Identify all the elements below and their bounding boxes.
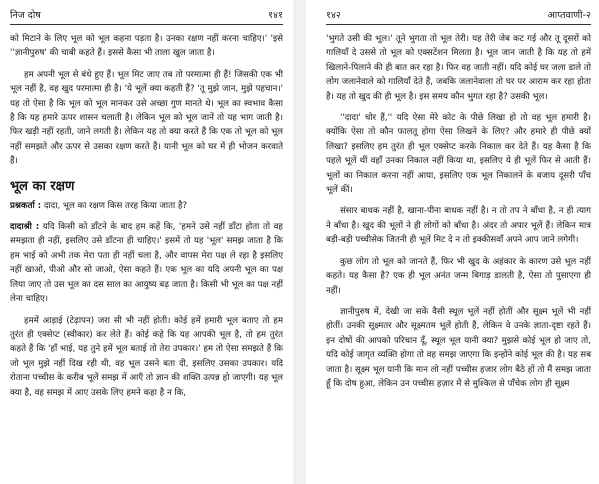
right-page-number: १४२: [326, 10, 341, 21]
right-paragraph-4: कुछ लोग तो भूल को जानते हैं, फिर भी खुद के अहंकार के कारण उसे भूल नहीं कहते। यह कैसा है? एक ही भूल अनंत जन्म बिगाड़ डालती है, ऐसा तो पुसाएगा ही नहीं।: [326, 256, 591, 296]
right-paragraph-2: ''दादा' चोर हैं,'' यदि ऐसा मेरे कोट के पीछे लिखा हो तो वह भूल हमारी है। क्योंकि ऐसा तो कौन फालतू होगा ऐसा लिखने के लिए? और हमारे ही पीछे क्यों लिखा? इसलिए हम तुरंत ही भूल एक्सेप्ट करके निकाल कर देते हैं। यह कैसा है कि पहले भूलें थीं वहाँ उनका निकाल नहीं किया था, इसलिए ये ही भूलें फिर से आती हैं। भूलों का निकाल करना नहीं आया, इसलिए एक भूल निकालने के बजाय दूसरी पाँच भूलें कीं।: [326, 113, 591, 196]
answer-text: यदि किसी को डाँटने के बाद हम कहें कि, 'हमने उसे नहीं डाँटा होता तो वह समझता ही नहीं, इसलिए उसे डाँटना ही चाहिए।' इसमें तो यह 'भूल' समझ जाता है कि हम भाई को अभी तक मेरा पता ही नहीं चला है, और वापस मेरा पक्ष ले रहा है इसलिए नहीं खाओ, पीओ और सो जाओ, ऐसा कहते हैं। एक भूल का यदि अपनी भूल का पक्ष लिया जाए तो उस भूल का दस साल का आयुष्य बढ़ जाता है। किसी भी भूल का पक्ष नहीं लेना चाहिए।: [10, 222, 283, 305]
left-running-header: [10, 8, 283, 25]
right-header-title: आप्तवाणी-२: [547, 10, 591, 21]
right-paragraph-3: संसार बाधक नहीं है, खाना-पीना बाधक नहीं है। न तो तप ने बाँधा है, न ही त्याग ने बाँधा है। खुद की भूलों ने ही लोगों को बाँधा है। अंदर तो अपार भूलें हैं। लेकिन मात्र बड़ी-बड़ी पच्चीसेक जितनी ही भूलें मिट दे न तो इक्कीसवाँ अपने आप जाने लगेगी।: [326, 206, 591, 246]
answer-paragraph: [10, 220, 283, 306]
book-gutter: [293, 0, 306, 484]
section-heading: भूल का रक्षण: [10, 178, 75, 194]
right-running-header: [326, 8, 591, 25]
question-paragraph: [10, 199, 283, 213]
left-page: [0, 0, 293, 484]
left-paragraph-4: हममें आड़ाई (टेढ़ापन) जरा सी भी नहीं होती। कोई हमें हमारी भूल बताए तो हम तुरंत ही एक्सेप्ट (स्वीकार) कर लेते हैं। कोई कहे कि यह आपकी भूल है, तो हम तुरंत कहते हैं कि 'हाँ भाई, यह तुने हमें भूल बताई तो तेरा उपकार।' हम तो ऐसा समझते हैं कि जो भूल मुझे नहीं दिख रही थी, वह भूल उसने बता दी, इसलिए उसका उपकार। यदि रोताना पच्चीस के करीब भूलें समझ में आएँ तो ज्ञान की शक्ति उत्पन्न हो जाएगी। यह भूल क्या है, वह समझ में आए उसके लिए हमने कहा है न कि,: [10, 315, 283, 398]
left-header-title: निज दोष: [10, 10, 41, 21]
left-paragraph-1: को मिटाने के लिए भूल को भूल कहना पड़ता है। उनका रक्षण नहीं करना चाहिए।' 'इसे ''ज्ञानीपुरुष' की चाबी कहते हैं। इससे कैसा भी ताला खुल जाता है।: [10, 34, 283, 59]
right-page: [306, 0, 599, 484]
left-page-number: १४१: [268, 10, 283, 21]
right-paragraph-5: ज्ञानीपुरुष में, देखी जा सकें वैसी स्थूल भूलें नहीं होतीं और सूक्ष्म भूलें भी नहीं होतीं। उनकी सूक्ष्मतर और सूक्ष्मतम भूलें होती हैं, लेकिन वे उनके ज्ञाता-दृष्टा रहते हैं। इन दोषों की आपको परिचान दूँ, स्थूल भूल यानी क्या? मुझसे कोई भूल हो जाए तो, यदि कोई जागृत व्यक्ति होगा तो वह समझ जाएगा कि इन्होंने कोई भूल की है। यह सब जाता है। सूक्ष्म भूल यानी कि मान लो नहीं पच्चीस हजार लोग बैठे हों तो मैं समझ जाता हूँ कि दोष हुआ, लेकिन उन पच्चीस हज़ार में से मुश्किल से पाँचेक लोग ही सूक्ष्म: [326, 306, 591, 389]
left-paragraph-2: हम अपनी भूल से बंधे हुए हैं। भूल मिट जाए तब तो परमात्मा ही हैं! जिसकी एक भी भूल नहीं है, वह खुद परमात्मा ही है। 'ये भूलें क्या कहती हैं? 'तू मुझे जान, मुझे पहचान।' यह तो ऐसा है कि भूल को भूल मानकर उसे अच्छा गुण मानते थे। भूल का स्वभाव कैसा है कि यह हमारे ऊपर शासन चलाती है। लेकिन भूल को भूल जानें तो यह भाग जाती है। फिर खड़ी नहीं रहती, जाने लगती है। लेकिन यह तो क्या करते हैं कि एक तो भूल को भूल नहीं समझते और ऊपर से उसका रक्षण करते हैं। यानी भूल को घर में ही भोजन करवाते हैं।: [10, 69, 283, 167]
answer-label: दादाश्री :: [10, 222, 40, 233]
right-paragraph-1: 'भुगते उसी की भूल।' तूने भुगता तो भूल तेरी। यह तेरी जेब कट गई और तू दूसरों को गालियाँ दे उससे तो भूल को एक्सटेंशन मिलता है। भूल जान जाती है कि यह तो हमें खिलाने-पिलाने की ही बात कर रहा है। फिर वह जाती नहीं। यदि कोई घर जला डाले तो लोग जलानेवाले को गालियाँ देते हैं, जबकि जलानेवाला तो घर पर आराम कर रहा होता है। यह तो खुद की ही भूल है। इस समय कौन भुगत रहा है? उसकी भूल।: [326, 34, 591, 102]
question-text: दादा, भूल का रक्षण किस तरह किया जाता है?: [43, 200, 188, 211]
question-label: प्रश्नकर्ता :: [10, 200, 42, 211]
